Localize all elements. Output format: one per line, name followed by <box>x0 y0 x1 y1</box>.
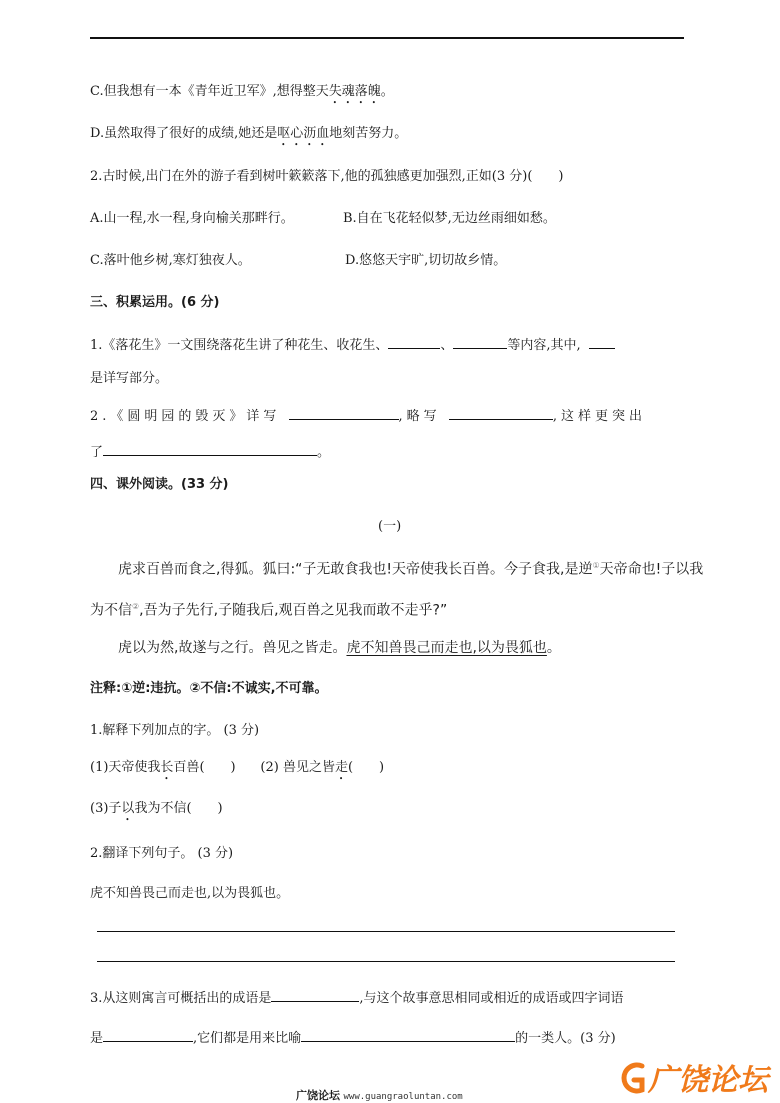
s3-q2-text-e: 。 <box>317 445 331 460</box>
blank[interactable] <box>589 334 615 349</box>
dotted-char: 以 <box>121 801 135 816</box>
q3-text-c: 是 <box>90 1031 104 1046</box>
footer <box>296 1087 463 1103</box>
s3-q1-sep: 、 <box>440 338 454 353</box>
logo-text: 广饶论坛 <box>648 1063 768 1098</box>
footnote-mark: ① <box>592 561 600 570</box>
option-d-text: D.虽然取得了很好的成绩,她还是 <box>90 126 278 141</box>
passage-line-3 <box>118 639 561 657</box>
s3-q2-text: 2.《圆明园的毁灭》详写 <box>90 409 281 424</box>
q2-option-b: B.自在飞花轻似梦,无边丝雨细如愁。 <box>343 211 556 226</box>
blank[interactable] <box>449 405 553 420</box>
blank[interactable] <box>453 334 507 349</box>
blank[interactable] <box>301 1027 515 1042</box>
passage-text: 天帝命也!子以我 <box>599 561 704 578</box>
s3-q1-end: 是详写部分。 <box>90 371 169 386</box>
section-4-heading: 四、课外阅读。(33 分) <box>90 477 229 492</box>
passage-number: (一) <box>378 519 402 534</box>
item-text: (3)子 <box>90 801 122 816</box>
reading-q2: 2.翻译下列句子。 (3 分) <box>90 846 234 861</box>
option-d-suffix: 地刻苦努力。 <box>329 126 408 141</box>
option-c-text: C.但我想有一本《青年近卫军》,想得整天 <box>90 84 329 99</box>
q3-text-d: ,它们都是用来比喻 <box>193 1031 302 1046</box>
reading-q3-cont <box>90 1027 616 1048</box>
blank[interactable] <box>289 405 399 420</box>
answer-line[interactable] <box>97 931 675 932</box>
q2-option-a: A.山一程,水一程,身向榆关那畔行。 <box>90 211 294 226</box>
item-text: 百兽( ) <box>173 760 236 775</box>
dotted-char: 长 <box>160 760 174 775</box>
passage-text: ,吾为子先行,子随我后,观百兽之见我而敢不走乎?” <box>139 602 448 619</box>
section-3-heading: 三、积累运用。(6 分) <box>90 295 220 310</box>
option-c-suffix: 。 <box>380 84 394 99</box>
s3-question-2 <box>90 405 646 426</box>
reading-q3 <box>90 987 624 1008</box>
answer-line[interactable] <box>97 961 675 962</box>
footnote-mark: ② <box>132 602 140 611</box>
q3-text-b: ,与这个故事意思相同或相近的成语或四字词语 <box>359 991 624 1006</box>
passage-line-2 <box>90 598 447 620</box>
q2-option-c: C.落叶他乡树,寒灯独夜人。 <box>90 253 251 268</box>
option-d-line <box>90 125 407 149</box>
blank[interactable] <box>271 987 359 1002</box>
s3-q2-text-c: ,这样更突出 <box>552 409 646 424</box>
s3-q2-cont <box>90 441 330 462</box>
reading-q1-items-row1 <box>90 759 384 783</box>
reading-q2-sentence: 虎不知兽畏己而走也,以为畏狐也。 <box>90 886 290 901</box>
blank[interactable] <box>103 441 317 456</box>
s3-q1-text: 1.《落花生》一文围绕落花生讲了种花生、收花生、 <box>90 338 389 353</box>
s3-q2-text-b: ,略写 <box>398 409 441 424</box>
blank[interactable] <box>103 1027 193 1042</box>
option-d-dotted: 呕心沥血 <box>277 126 330 141</box>
item-text: 我为不信( ) <box>134 801 223 816</box>
s3-question-1 <box>90 334 615 355</box>
underlined-sentence: 虎不知兽畏己而走也,以为畏狐也 <box>346 640 547 656</box>
reading-q1: 1.解释下列加点的字。 (3 分) <box>90 723 260 738</box>
passage-text: 虎求百兽而食之,得狐。狐曰:“子无敢食我也!天帝使我长百兽。今子食我,是逆 <box>118 561 593 578</box>
q3-text-e: 的一类人。(3 分) <box>515 1031 616 1046</box>
item-text: ( ) <box>347 760 385 775</box>
passage-line-1 <box>118 557 703 579</box>
footer-url[interactable]: www.guangraoluntan.com <box>343 1092 463 1102</box>
s3-q1-text-b: 等内容,其中, <box>507 338 581 353</box>
q2-option-d: D.悠悠天宇旷,切切故乡情。 <box>345 253 507 268</box>
passage-text: 为不信 <box>90 602 132 619</box>
passage-notes: 注释:①逆:违抗。②不信:不诚实,不可靠。 <box>90 681 328 696</box>
passage-text: 。 <box>546 640 561 656</box>
footer-site-name: 广饶论坛 <box>296 1089 340 1102</box>
header-rule <box>90 37 684 39</box>
s3-q2-text-d: 了 <box>90 445 104 460</box>
item-text: (2) 兽见之皆 <box>260 760 335 775</box>
option-c-line <box>90 83 394 107</box>
dotted-char: 走 <box>334 760 348 775</box>
option-c-dotted: 失魂落魄 <box>328 84 381 99</box>
question-2: 2.古时候,出门在外的游子看到树叶簌簌落下,他的孤独感更加强烈,正如(3 分)( ) <box>90 169 564 184</box>
blank[interactable] <box>388 334 440 349</box>
item-text: (1)天帝使我 <box>90 760 161 775</box>
reading-q1-items-row2 <box>90 800 223 824</box>
q3-text: 3.从这则寓言可概括出的成语是 <box>90 991 272 1006</box>
passage-text: 虎以为然,故遂与之行。兽见之皆走。 <box>118 640 347 656</box>
